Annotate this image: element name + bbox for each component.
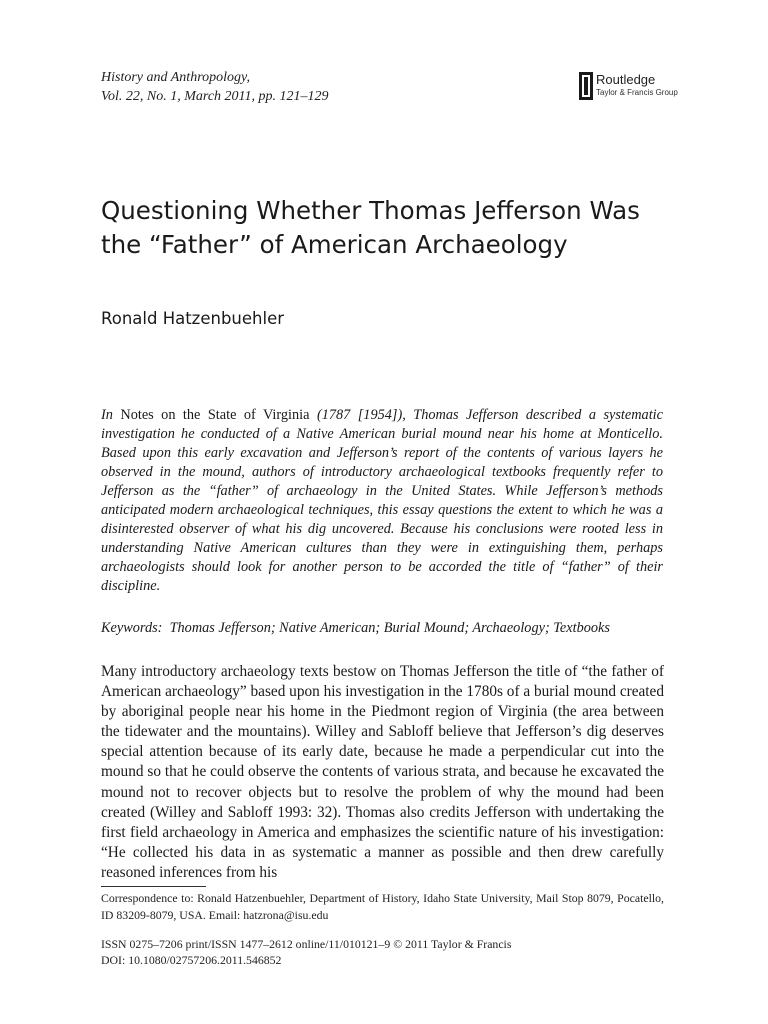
abstract-lead: In bbox=[101, 407, 113, 423]
publisher-group: Taylor & Francis Group bbox=[596, 88, 678, 97]
correspondence-footnote: Correspondence to: Ronald Hatzenbuehler, Department of History, Idaho State University, Mail Stop 8079, Pocatello, ID 83209-8079, USA. Email: hatzrona@isu.edu bbox=[101, 891, 664, 922]
doi-line: DOI: 10.1080/02757206.2011.546852 bbox=[101, 953, 282, 967]
article-author: Ronald Hatzenbuehler bbox=[101, 309, 285, 328]
abstract bbox=[101, 406, 663, 596]
issn-line: ISSN 0275–7206 print/ISSN 1477–2612 online/11/010121–9 © 2011 Taylor & Francis bbox=[101, 937, 512, 951]
publication-info bbox=[101, 936, 511, 968]
journal-citation bbox=[101, 68, 329, 106]
journal-volume: Vol. 22, No. 1, March 2011, pp. 121–129 bbox=[101, 89, 329, 104]
abstract-book-title: Notes on the State of Virginia bbox=[112, 407, 317, 423]
footnote-divider bbox=[101, 886, 206, 887]
abstract-text: (1787 [1954]), Thomas Jefferson described a systematic investigation he conducted of a Native American burial mound near his home at Monticello. Based upon this early excavation and Jefferson’s report of the contents of various layers he observed in the mound, authors of introductory archaeological textbooks frequently refer to Jefferson as the “father” of archaeology in the United States. While Jefferson’s methods anticipated modern archaeological techniques, this essay questions the extent to which he was a disinterested observer of what his dig uncovered. Because his conclusions were rooted less in understanding Native American cultures than they were in extinguishing them, perhaps archaeologists should look for another person to be accorded the title of “father” of their discipline. bbox=[101, 407, 663, 594]
keywords bbox=[101, 619, 666, 638]
keywords-values: Thomas Jefferson; Native American; Burial Mound; Archaeology; Textbooks bbox=[169, 620, 610, 636]
routledge-book-icon bbox=[579, 72, 593, 100]
article-title: Questioning Whether Thomas Jefferson Was the “Father” of American Archaeology bbox=[101, 196, 640, 259]
keywords-label: Keywords: bbox=[101, 620, 163, 636]
journal-name: History and Anthropology, bbox=[101, 70, 250, 85]
body-paragraph: Many introductory archaeology texts bestow on Thomas Jefferson the title of “the father of American archaeology” based upon his investigation in the 1780s of a burial mound created by aboriginal people near his home in the Piedmont region of Virginia (the area between the tidewater and the mountains). Willey and Sabloff believe that Jefferson’s dig deserves special attention because of its early date, because he made a perpendicular cut into the mound so that he could observe the contents of various strata, and because he excavated the mound not to recover objects but to resolve the problem of why the mound had been created (Willey and Sabloff 1993: 32). Thomas also credits Jefferson with undertaking the first field archaeology in America and emphasizes the scientific nature of his investigation: “He collected his data in as systematic a manner as possible and then drew carefully reasoned inferences from his bbox=[101, 663, 664, 881]
publisher-name: Routledge bbox=[596, 72, 656, 87]
publisher-logo bbox=[579, 72, 699, 100]
